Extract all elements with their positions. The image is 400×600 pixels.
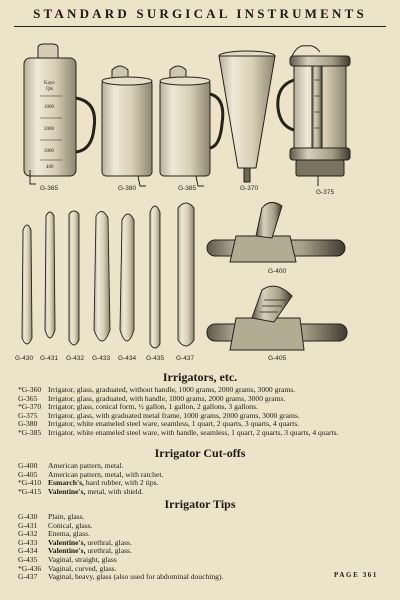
tip-g435-figure (150, 206, 160, 348)
item-description: Irrigator, white enameled steel ware, seamless, 1 quart, 2 quarts, 3 quarts, 4 quarts. (48, 419, 300, 429)
tip-g437-figure (178, 203, 194, 346)
item-code: G-431 (18, 520, 38, 530)
list-item (18, 429, 390, 438)
figure-caption: G-435 (146, 355, 165, 362)
item-code: G-405 (18, 469, 38, 479)
item-code: G-400 (18, 461, 38, 470)
item-description: Vaginal, straight, glass (48, 554, 117, 564)
item-code: *G-370 (18, 402, 42, 412)
item-code: *G-436 (18, 563, 42, 573)
item-list-cutoffs (18, 462, 390, 496)
item-description: Plain, glass. (48, 512, 85, 521)
item-code: G-437 (18, 572, 38, 582)
item-code: *G-410 (18, 478, 42, 488)
irrigator-g385-figure (160, 66, 223, 186)
figure-caption: G-434 (118, 355, 137, 362)
item-code: G-380 (18, 419, 38, 429)
item-description: Irrigator, glass, graduated, with handle, 1000 grams, 2000 grams, 3000 grams. (48, 393, 286, 403)
item-description: Enema, glass. (48, 529, 90, 539)
item-description: hard rubber, with 2 tips. (83, 478, 159, 488)
item-code: G-430 (18, 512, 38, 521)
jar-marking: Qts (46, 87, 53, 92)
item-description: urethral, glass. (85, 546, 132, 556)
jar-marking: Kaye (44, 81, 55, 86)
tip-g432-figure (69, 211, 79, 345)
figure-caption: G-370 (240, 185, 259, 192)
item-name: Esmarch's, (48, 478, 84, 488)
cutoff-g405-figure (207, 286, 347, 350)
jar-marking: 3000 (44, 149, 54, 154)
page-header: STANDARD SURGICAL INSTRUMENTS (33, 6, 367, 21)
item-description: American pattern, metal. (48, 461, 124, 470)
jar-marking: 400 (46, 165, 54, 170)
figure-caption: G-405 (268, 355, 287, 362)
item-description: Conical, glass. (48, 520, 93, 530)
item-code: *G-360 (18, 385, 42, 394)
figure-caption: G-365 (40, 185, 59, 192)
cutoff-g400-figure (207, 202, 345, 262)
item-code: G-433 (18, 537, 38, 547)
figure-caption: G-385 (178, 185, 197, 192)
jar-marking: 1000 (44, 105, 54, 110)
item-description: Irrigator, glass, graduated, without handle, 1000 grams, 2000 grams, 3000 grams. (48, 385, 296, 394)
item-code: *G-385 (18, 427, 42, 437)
item-code: G-432 (18, 529, 38, 539)
item-description: metal, with shield. (85, 486, 144, 496)
section-title: Irrigators, etc. (162, 370, 238, 384)
tip-g433-figure (94, 211, 110, 341)
item-list-irrigators (18, 386, 390, 438)
section-title: Irrigator Cut-offs (154, 446, 246, 460)
item-description: urethral, glass. (85, 537, 132, 547)
figure-caption: G-432 (66, 355, 85, 362)
figure-caption: G-400 (268, 268, 287, 275)
list-item (18, 488, 390, 497)
figure-caption: G-430 (15, 355, 34, 362)
item-code: G-365 (18, 393, 38, 403)
item-name: Valentine's, (48, 486, 86, 496)
item-name: Valentine's, (48, 537, 86, 547)
item-description: Irrigator, glass, with graduated metal frame, 1000 grams, 2000 grams, 3000 grams. (48, 410, 300, 420)
item-description: Irrigator, white enameled steel ware, with handle, seamless, 1 quart, 2 quarts, 3 quarts, 4 quarts. (48, 427, 339, 437)
page-number: PAGE 361 (334, 571, 378, 579)
item-description: Vaginal, curved, glass. (48, 563, 117, 573)
tip-g430-figure (22, 225, 32, 344)
irrigator-g375-figure (278, 46, 350, 186)
irrigator-g370-figure (219, 51, 275, 182)
irrigator-g380-figure (102, 66, 152, 186)
item-description: Irrigator, glass, conical form, ½ gallon, 1 gallon, 2 gallons, 3 gallons. (48, 402, 258, 412)
tip-g431-figure (45, 212, 55, 338)
item-code: G-375 (18, 410, 38, 420)
figure-caption: G-437 (176, 355, 195, 362)
item-code: G-435 (18, 554, 38, 564)
figure-caption: G-375 (316, 189, 335, 196)
item-code: G-434 (18, 546, 38, 556)
figure-caption: G-433 (92, 355, 111, 362)
figure-caption: G-380 (118, 185, 137, 192)
section-title: Irrigator Tips (164, 497, 236, 511)
figure-caption: G-431 (40, 355, 59, 362)
jar-marking: 2000 (44, 127, 54, 132)
item-description: Vaginal, heavy, glass (also used for abdominal douching). (48, 572, 224, 582)
irrigator-g365-figure (24, 44, 95, 184)
item-description: American pattern, metal, with ratchet. (48, 469, 164, 479)
item-code: *G-415 (18, 486, 42, 496)
irrigator-tips-figures (22, 203, 194, 348)
item-name: Valentine's, (48, 546, 86, 556)
tip-g434-figure (120, 214, 134, 341)
